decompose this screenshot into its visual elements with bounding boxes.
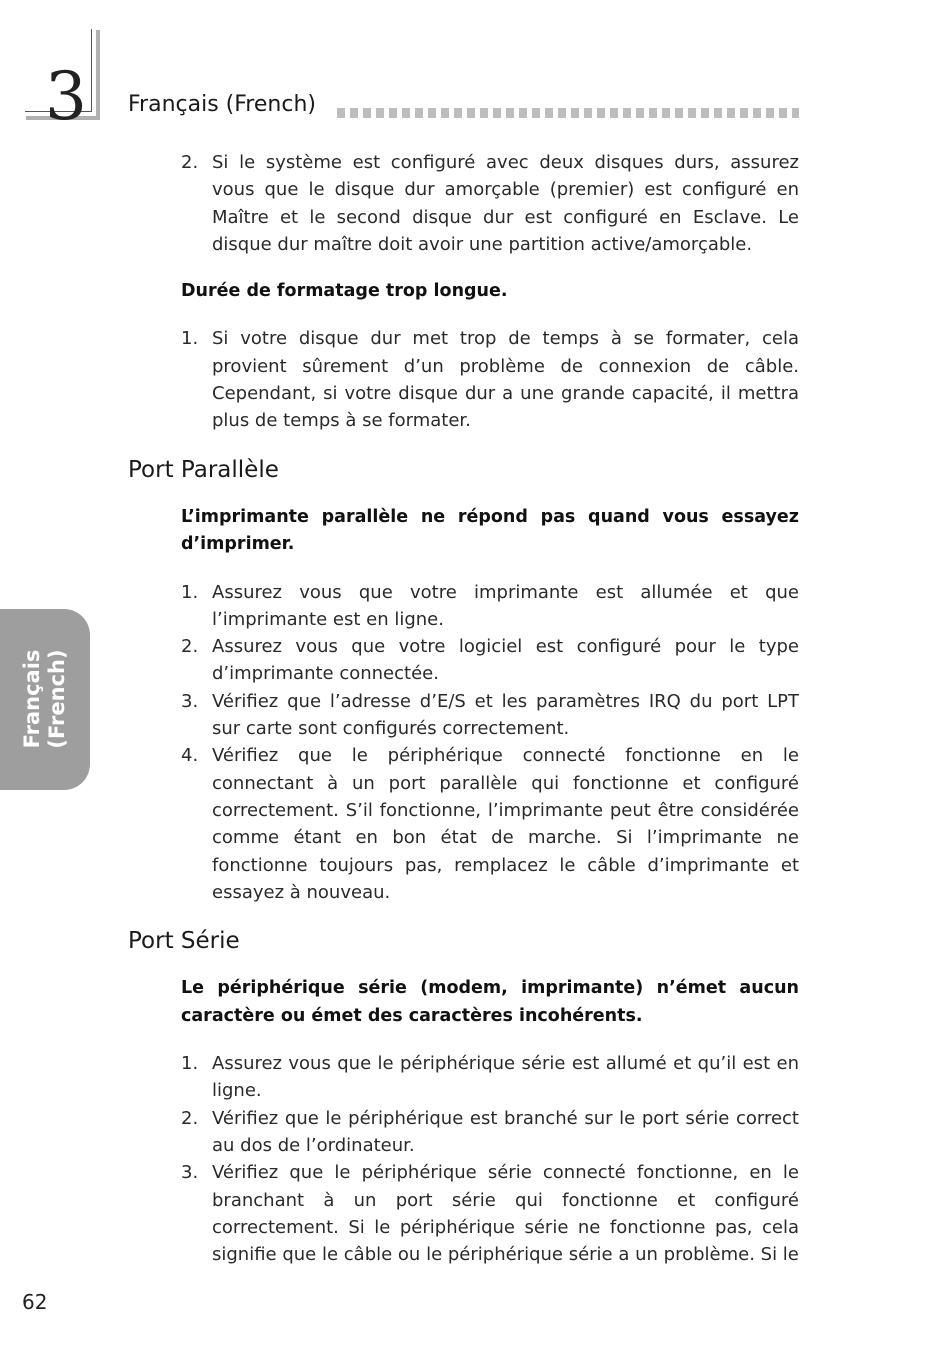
item-text: Vérifiez que le périphérique est branché sur le port série correct au dos de l’ordinateur. [212, 1107, 799, 1156]
item-number: 2. [181, 1107, 199, 1129]
section-heading-serial: Port Série [128, 928, 240, 955]
item-text: Vérifiez que le périphérique série connecté fonctionne, en le branchant à un port série qui fonctionne et configuré correctement. Si le périphérique série ne fonctionne pas, cela signifie que le câble ou le périphérique série a un problème. Si le [212, 1162, 799, 1266]
item-text: Assurez vous que le périphérique série est allumé et qu’il est en ligne. [212, 1053, 799, 1102]
side-language-tab [0, 609, 90, 790]
page-number: 62 [22, 1290, 48, 1314]
list-item [181, 633, 799, 688]
item-number: 1. [181, 581, 199, 603]
list-item [181, 579, 799, 634]
list-item [181, 149, 799, 258]
page-content [128, 149, 799, 1268]
item-number: 3. [181, 690, 199, 712]
header-dot-rule [337, 108, 799, 118]
item-text: Vérifiez que le périphérique connecté fonctionne en le connectant à un port parallèle qui fonctionne et configuré correctement. S’il fonctionne, l’imprimante peut être considérée comme étant en bon état de marche. Si l’imprimante ne fonctionne toujours pas, remplacez le câble d’imprimante et essayez à nouveau. [212, 745, 799, 903]
item-text: Vérifiez que l’adresse d’E/S et les paramètres IRQ du port LPT sur carte sont configurés correctement. [212, 690, 799, 740]
chapter-box [26, 30, 100, 135]
item-number: 4. [181, 745, 199, 767]
item-number: 2. [181, 636, 199, 658]
list-item [181, 325, 799, 434]
item-number: 3. [181, 1162, 199, 1184]
side-tab-line1: Français [20, 649, 44, 749]
list-item [181, 688, 799, 743]
list-item [181, 1050, 799, 1105]
item-text: Si le système est configuré avec deux disques durs, assurez vous que le disque dur amorçable (premier) est configuré en Maître et le second disque dur est configuré en Esclave. Le disque dur maître doit avoir une partition active/amorçable. [212, 152, 799, 255]
list-item [181, 742, 799, 906]
page-title: Français (French) [128, 92, 316, 117]
item-text: Assurez vous que votre logiciel est configuré pour le type d’imprimante connectée. [212, 636, 799, 685]
item-text: Si votre disque dur met trop de temps à se formater, cela provient sûrement d’un problème de connexion de câble. Cependant, si votre disque dur a une grande capacité, il mettra plus de temps à se formater. [212, 328, 799, 432]
subsection-heading: Durée de formatage trop longue. [181, 281, 508, 302]
side-tab-label [20, 649, 70, 748]
side-tab-line2: (French) [45, 649, 69, 749]
chapter-number: 3 [45, 58, 87, 135]
subsection-heading: L’imprimante parallèle ne répond pas quand vous essayez d’imprimer. [181, 506, 799, 555]
list-item [181, 1105, 799, 1160]
item-number: 2. [181, 152, 199, 173]
item-number: 1. [181, 1053, 199, 1075]
subsection-heading: Le périphérique série (modem, imprimante) n’émet aucun caractère ou émet des caractères incohérents. [181, 978, 799, 1026]
item-number: 1. [181, 328, 199, 350]
section-heading-parallel: Port Parallèle [128, 456, 279, 483]
item-text: Assurez vous que votre imprimante est allumée et que l’imprimante est en ligne. [212, 581, 799, 630]
list-item [181, 1159, 799, 1268]
